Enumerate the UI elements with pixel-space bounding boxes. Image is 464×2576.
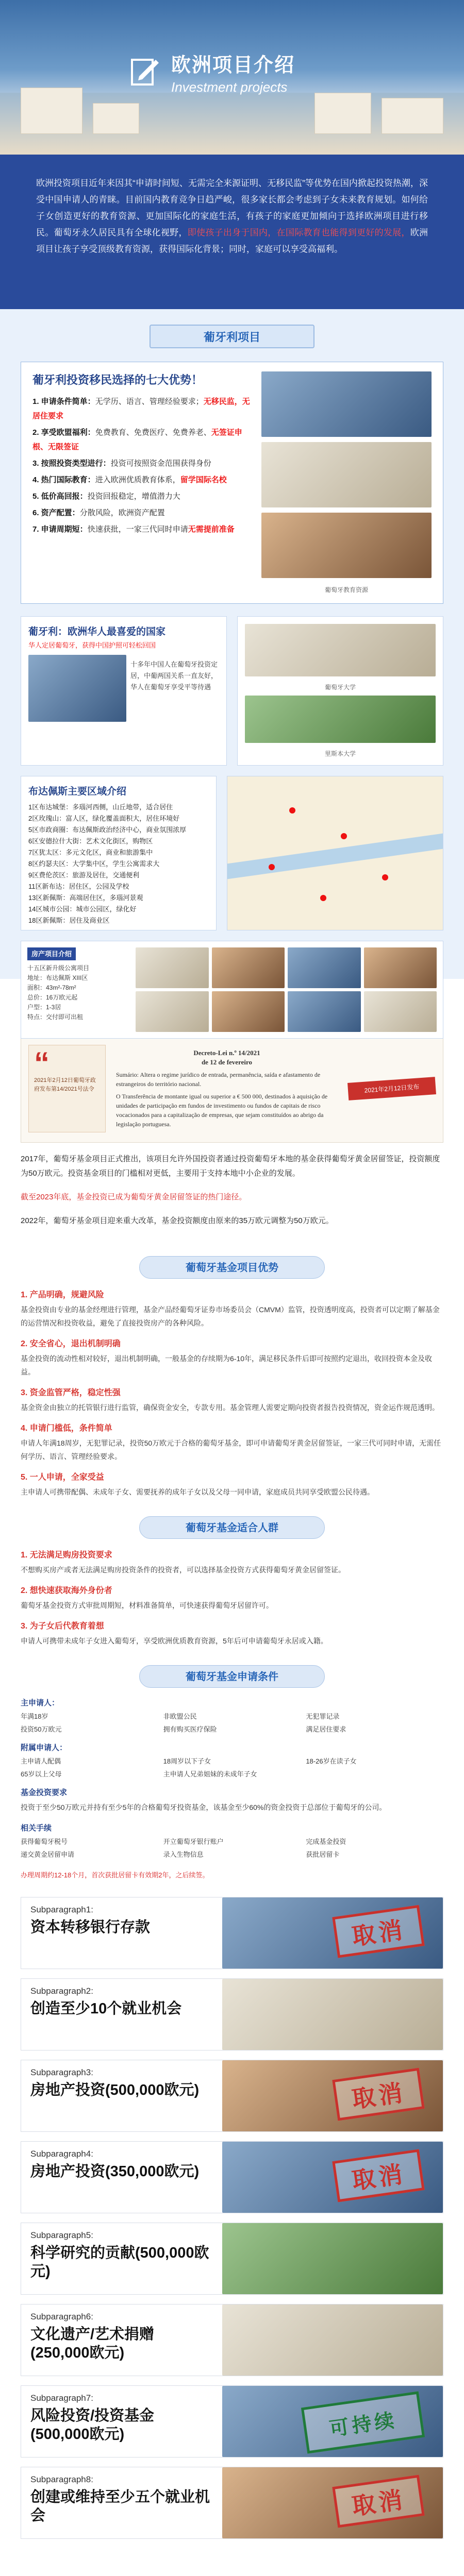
card-text <box>21 2223 222 2294</box>
photo-building <box>136 947 209 988</box>
condition-item: 录入生物信息 <box>163 1851 204 1858</box>
eu-photo-row <box>28 655 219 722</box>
hero-banner <box>0 0 464 155</box>
law-document <box>116 1048 338 1129</box>
section-heading: 葡萄牙基金项目优势 <box>139 1256 325 1279</box>
district-item: 14区城市公园：城市公园区，绿化好 <box>28 905 137 913</box>
advantage-key: 2. 享受欧盟福利： <box>32 428 95 437</box>
card-main: 文化遗产/艺术捐赠(250,000欧元) <box>30 2326 155 2361</box>
conditions-section <box>0 1648 464 1883</box>
advantage-highlight: 无移民监，无居住要求 <box>32 397 250 420</box>
advantage-key: 3. 按照投资类型进行： <box>32 459 111 468</box>
intro-text-highlight: 即使孩子出身于国内，在国际教育也能得到更好的发展， <box>187 228 410 238</box>
law-date-stamp: 2021年2月12日发布 <box>347 1077 436 1100</box>
hero-building <box>382 98 443 134</box>
card-main: 风险投资/投资基金(500,000欧元) <box>30 2408 155 2443</box>
advantage-text: 投资回报稳定，增值潜力大 <box>87 492 180 501</box>
subparagraph-cards <box>0 1883 464 2539</box>
card-main: 科学研究的贡献(500,000欧元) <box>30 2245 209 2280</box>
card-image <box>222 2223 443 2294</box>
advantage-text: 免费教育、免费医疗、免费养老、 <box>95 428 211 437</box>
condition-item: 递交黄金居留申请 <box>21 1851 75 1858</box>
project-photos <box>136 947 437 1032</box>
advantage-key: 6. 资产配置： <box>32 509 80 517</box>
map-pin-icon <box>382 874 388 880</box>
hero-title-box <box>129 49 335 95</box>
advantage-item <box>32 395 252 423</box>
project-panel <box>21 941 443 1039</box>
district-item: 2区玫瑰山：富人区，绿化覆盖面积大，居住环境好 <box>28 815 180 822</box>
advantage-item <box>32 456 252 471</box>
fund-paragraph: 2017年，葡萄牙基金项目正式推出，该项目允许外国投资者通过投资葡萄牙本地的基金获得葡萄牙黄金居留签证，投资额度为50万欧元。投资基金项目的门槛相对更低，主要用于支持本地中小企业的发展。 <box>21 1155 440 1178</box>
district-title: 布达佩斯主要区域介绍 <box>28 786 127 797</box>
condition-item: 无犯罪记录 <box>306 1713 340 1720</box>
advantage-item <box>32 489 252 504</box>
point-title: 2. 安全省心，退出机制明确 <box>21 1340 121 1348</box>
cancel-stamp: 取消 <box>332 1905 424 1958</box>
advantages-list <box>32 371 252 594</box>
law-summary: Sumário: Altera o regime jurídico de entrada, permanência, saída e afastamento de estrangeiros do território nacional. <box>116 1071 321 1088</box>
hero-title-cn: 欧洲项目介绍 <box>171 55 295 76</box>
subparagraph-card <box>21 2141 443 2213</box>
document-edit-icon <box>129 56 162 89</box>
point-text: 基金资金由独立的托管银行进行监管，确保资金安全，专款专用。基金管理人需要定期向投资者报告投资情况，资金运作规范透明。 <box>21 1403 439 1412</box>
project-info-line: 面积：43m²-78m² <box>27 984 76 991</box>
card-label: Subparagraph3: <box>30 2067 93 2077</box>
photo-kitchen <box>212 991 285 1032</box>
card-label: Subparagraph8: <box>30 2475 93 2484</box>
photo-bathroom <box>364 991 437 1032</box>
point-text: 基金投资的流动性相对较好，退出机制明确，一般基金的存续期为6-10年，满足移民条件后即可按照约定退出，收回投资本金及收益。 <box>21 1354 433 1376</box>
district-item: 6区安德拉什大街：艺术文化街区，购物区 <box>28 837 153 845</box>
card-label: Subparagraph4: <box>30 2149 93 2159</box>
project-info-line: 地址：布达佩斯 XIII区 <box>27 974 88 981</box>
law-quote <box>28 1045 106 1132</box>
point-title: 1. 产品明确，规避风险 <box>21 1291 104 1299</box>
card-text <box>21 2142 222 2213</box>
district-item: 7区犹太区：多元文化区，商业和旅游集中 <box>28 849 153 856</box>
condition-item: 完成基金投资 <box>306 1838 346 1845</box>
card-text <box>21 1897 222 1969</box>
condition-item: 投资50万欧元 <box>21 1725 62 1733</box>
hero-building <box>21 88 82 134</box>
card-main: 资本转移银行存款 <box>30 1919 151 1936</box>
point-text: 申请人可携带未成年子女进入葡萄牙，享受欧洲优质教育资源，5年后可申请葡萄牙永居或入籍。 <box>21 1637 328 1645</box>
hero-building <box>314 93 371 134</box>
condition-item: 65岁以上父母 <box>21 1770 62 1778</box>
photo-university <box>245 624 436 676</box>
card-text <box>21 2304 222 2376</box>
district-map <box>227 776 443 930</box>
family-list <box>21 1756 443 1778</box>
point-title: 3. 为子女后代教育着想 <box>21 1622 104 1631</box>
cancel-stamp: 取消 <box>332 2149 424 2202</box>
photo-lobby <box>288 947 361 988</box>
project-tag: 房产项目介绍 <box>27 947 76 960</box>
fund-paragraph-highlight: 截至2023年底，基金投资已成为葡萄牙黄金居留签证的热门途径。 <box>21 1193 247 1201</box>
condition-item: 主申请人兄弟姐妹的未成年子女 <box>163 1770 257 1778</box>
district-item: 18区新佩斯：居住及商业区 <box>28 917 110 924</box>
hero-titles <box>171 49 295 95</box>
eu-info-text: 十多年中国人在葡萄牙投资定居，中葡两国关系一直友好，华人在葡萄牙享受平等待遇 <box>130 660 218 691</box>
card-main: 房地产投资(350,000欧元) <box>30 2163 200 2180</box>
hero-building <box>93 103 139 134</box>
condition-item: 18周岁以下子女 <box>163 1757 211 1765</box>
photo-caption: 里斯本大学 <box>324 750 356 757</box>
point-text: 不想购买房产或者无法满足购房投资条件的投资者，可以选择基金投资方式获得葡萄牙黄金居留签证。 <box>21 1566 345 1574</box>
subparagraph-card <box>21 2223 443 2295</box>
subparagraph-card <box>21 1897 443 1969</box>
advantage-item <box>32 506 252 520</box>
map-river <box>227 834 443 879</box>
advantages-photos <box>261 371 432 594</box>
condition-item: 18-26岁在读子女 <box>306 1757 357 1765</box>
photo-street <box>261 442 432 507</box>
project-info-line: 十五区新升级公寓项目 <box>27 964 90 972</box>
card-label: Subparagraph6: <box>30 2312 93 2321</box>
card-text <box>21 2467 222 2538</box>
advantages-box <box>21 362 443 604</box>
sustainable-stamp: 可持续 <box>301 2391 425 2453</box>
photo-caption: 葡萄牙大学 <box>324 683 356 691</box>
cancel-stamp: 取消 <box>332 2475 424 2528</box>
cancel-stamp: 取消 <box>332 2068 424 2121</box>
advantage-highlight: 留学国际名校 <box>180 476 227 484</box>
district-item: 1区布达城堡：多瑙河西侧，山丘地带，适合居住 <box>28 803 173 811</box>
card-text <box>21 2386 222 2457</box>
intro-band <box>0 155 464 309</box>
eu-info-subtitle: 华人定居葡萄牙，获得中国护照可轻松回国 <box>28 641 156 649</box>
law-quote-text: 2021年2月12日葡萄牙政府发布第14/2021号法令 <box>34 1077 96 1092</box>
advantage-item <box>32 473 252 487</box>
map-pin-icon <box>289 807 295 814</box>
card-label: Subparagraph5: <box>30 2230 93 2240</box>
card-text <box>21 1979 222 2050</box>
subparagraph-card <box>21 2060 443 2132</box>
section-heading: 葡萄牙基金适合人群 <box>139 1516 325 1539</box>
map-pin-icon <box>269 864 275 870</box>
advantage-text: 快速获批，一家三代同时申请 <box>87 525 188 534</box>
advantage-key: 1. 申请条件简单： <box>32 397 95 406</box>
district-item: 5区市政商圈：布达佩斯政治经济中心，商业氛围浓厚 <box>28 826 187 834</box>
district-item: 9区费伦茨区：旅游及居住，交通便利 <box>28 871 140 879</box>
point-title: 4. 申请门槛低，条件简单 <box>21 1424 112 1433</box>
advantages-title: 葡牙利投资移民选择的七大优势！ <box>32 374 203 386</box>
photo-ceremony <box>28 655 126 722</box>
map-pin-icon <box>320 895 326 901</box>
portugal-project-section <box>0 309 464 1021</box>
intro-text <box>36 175 428 258</box>
intro-text-part: 欧洲投资项目近年来因其“申请时间短、无需完全来源证明、无移民监”等优势在国内掀起投资热潮，深受中国申请人的青睐。目前国内教育竞争日趋严峻，很多家长都会考虑到子女未来教育规划。如何给子女创造更好的教育资源、更加国际化的家庭生活，有孩子的家庭更加倾向于选择欧洲项目进行移民。葡萄牙永久居民具有全球化视野， <box>36 178 428 238</box>
law-body: O Transferência de montante igual ou superior a € 500 000, destinados à aquisição de unidades de participação em fundos de investimento ou fundos de capitais de risco vocacionados para a capitalização de empresas, que sejam constituídos ao abrigo da legislação portuguesa. <box>116 1093 328 1128</box>
section-ribbon: 葡牙利项目 <box>150 325 314 348</box>
point-title: 2. 想快速获取海外身份者 <box>21 1586 112 1595</box>
law-excerpt <box>21 1035 443 1143</box>
photo-campus-aerial <box>245 696 436 743</box>
subparagraph-card <box>21 2304 443 2376</box>
photo-campus <box>261 371 432 437</box>
point-text: 主申请人可携带配偶、未成年子女、需要抚养的成年子女以及父母一同申请，家庭成员共同享受欧盟公民待遇。 <box>21 1488 374 1496</box>
district-item: 8区约瑟夫区：大学集中区，学生公寓需求大 <box>28 860 160 868</box>
advantage-highlight: 无签证申根、无限签证 <box>32 428 242 451</box>
condition-item: 主申请人配偶 <box>21 1757 61 1765</box>
advantage-text: 无学历、语言、管理经验要求； <box>95 397 204 406</box>
advantage-item <box>32 522 252 537</box>
condition-item: 满足居住要求 <box>306 1725 346 1733</box>
family-heading: 附属申请人： <box>21 1743 68 1752</box>
main-applicant-list <box>21 1711 443 1734</box>
card-main: 创造至少10个就业机会 <box>30 2001 182 2017</box>
subparagraph-card <box>21 1978 443 2050</box>
card-image <box>222 2304 443 2376</box>
card-main: 创建或维持至少五个就业机会 <box>30 2489 210 2524</box>
card-main: 房地产投资(500,000欧元) <box>30 2082 200 2098</box>
card-image <box>222 1979 443 2050</box>
point-title: 5. 一人申请，全家受益 <box>21 1473 104 1482</box>
card-label: Subparagraph7: <box>30 2393 93 2403</box>
eu-info-row <box>21 616 443 766</box>
intro-text-part: 欧洲项目让孩子享受顶级教育资源，获得国际化背景；同时，家庭可以享受高福利。 <box>36 228 428 254</box>
subparagraph-card <box>21 2385 443 2458</box>
suitable-people-section <box>0 1499 464 1648</box>
requirement-heading: 基金投资要求 <box>21 1788 68 1797</box>
project-info-line: 特点：交付即可出租 <box>27 1013 84 1021</box>
map-pin-icon <box>341 833 347 839</box>
district-item: 11区新布达：居住区，公园及学校 <box>28 883 129 890</box>
project-info-line: 户型：1-3居 <box>27 1004 61 1011</box>
eu-info-card <box>21 616 227 766</box>
point-title: 1. 无法满足购房投资要求 <box>21 1551 112 1560</box>
photo-classroom <box>261 513 432 578</box>
requirement-text: 投资于至少50万欧元并持有至少5年的合格葡萄牙投资基金，该基金至少60%的资金投资于总部位于葡萄牙的公司。 <box>21 1803 387 1811</box>
main-applicant-heading: 主申请人： <box>21 1699 60 1707</box>
district-row <box>21 776 443 930</box>
card-label: Subparagraph2: <box>30 1986 93 1996</box>
condition-item: 获批居留卡 <box>306 1851 340 1858</box>
condition-item: 非欧盟公民 <box>163 1713 197 1720</box>
card-text <box>21 2060 222 2131</box>
project-info <box>27 947 130 1032</box>
quote-mark-icon: “ <box>34 1046 49 1080</box>
condition-item: 开立葡萄牙银行账户 <box>163 1838 224 1845</box>
fund-advantages-section <box>0 1239 464 1499</box>
photo-bedroom <box>288 991 361 1032</box>
photo-facade <box>136 991 209 1032</box>
eu-info-title: 葡牙利：欧洲华人最喜爱的国家 <box>28 626 166 637</box>
photo-caption: 葡萄牙教育资源 <box>324 586 368 594</box>
advantage-text: 分散风险，欧洲资产配置 <box>79 509 165 517</box>
point-text: 基金投资由专业的基金经理进行管理，基金产品经葡萄牙证券市场委员会（CMVM）监管，投资透明度高，投资者可以定期了解基金的运营情况和投资收益，避免了直接投资房产的各种风险。 <box>21 1306 440 1327</box>
condition-item: 获得葡萄牙税号 <box>21 1838 68 1845</box>
condition-item: 拥有购买医疗保险 <box>163 1725 217 1733</box>
advantage-highlight: 无需提前准备 <box>188 525 235 534</box>
university-card <box>237 616 443 766</box>
condition-item: 年满18岁 <box>21 1713 48 1720</box>
advantage-key: 7. 申请周期短： <box>32 525 88 534</box>
advantage-text: 进入欧洲优质教育体系， <box>95 476 180 484</box>
advantage-text: 投资可按照资金范围获得身份 <box>110 459 211 468</box>
district-list <box>21 776 217 930</box>
fund-paragraph: 2022年，葡萄牙基金项目迎来重大改革，基金投资额度由原来的35万欧元调整为50万欧元。 <box>21 1216 334 1225</box>
point-text: 申请人年满18周岁，无犯罪记录，投资50万欧元于合格的葡萄牙基金，即可申请葡萄牙黄金居留签证，一家三代可同时申请，无需任何学历、语言、管理经验要求。 <box>21 1439 441 1461</box>
project-info-line: 总价：16万欧元起 <box>27 994 78 1001</box>
photo-interior <box>212 947 285 988</box>
advantage-key: 5. 低价高回报： <box>32 492 88 501</box>
point-title: 3. 资金监管严格，稳定性强 <box>21 1388 121 1397</box>
card-label: Subparagraph1: <box>30 1905 93 1914</box>
subparagraph-card <box>21 2467 443 2539</box>
advantage-item <box>32 426 252 454</box>
law-title: Decreto-Lei n.º 14/2021 <box>193 1049 260 1057</box>
docs-heading: 相关手续 <box>21 1824 52 1833</box>
conditions-note: 办理周期约12-18个月，首次获批居留卡有效期2年，之后续签。 <box>21 1871 209 1879</box>
law-date: de 12 de fevereiro <box>201 1058 253 1066</box>
advantage-key: 4. 热门国际教育： <box>32 476 95 484</box>
docs-list <box>21 1836 443 1859</box>
district-item: 13区新佩斯：高端居住区，多瑙河景观 <box>28 894 143 902</box>
section-heading: 葡萄牙基金申请条件 <box>139 1665 325 1688</box>
photo-living-room <box>364 947 437 988</box>
point-text: 葡萄牙基金投资方式审批周期短，材料准备简单，可快速获得葡萄牙居留许可。 <box>21 1601 273 1609</box>
hero-title-en: Investment projects <box>171 79 288 95</box>
